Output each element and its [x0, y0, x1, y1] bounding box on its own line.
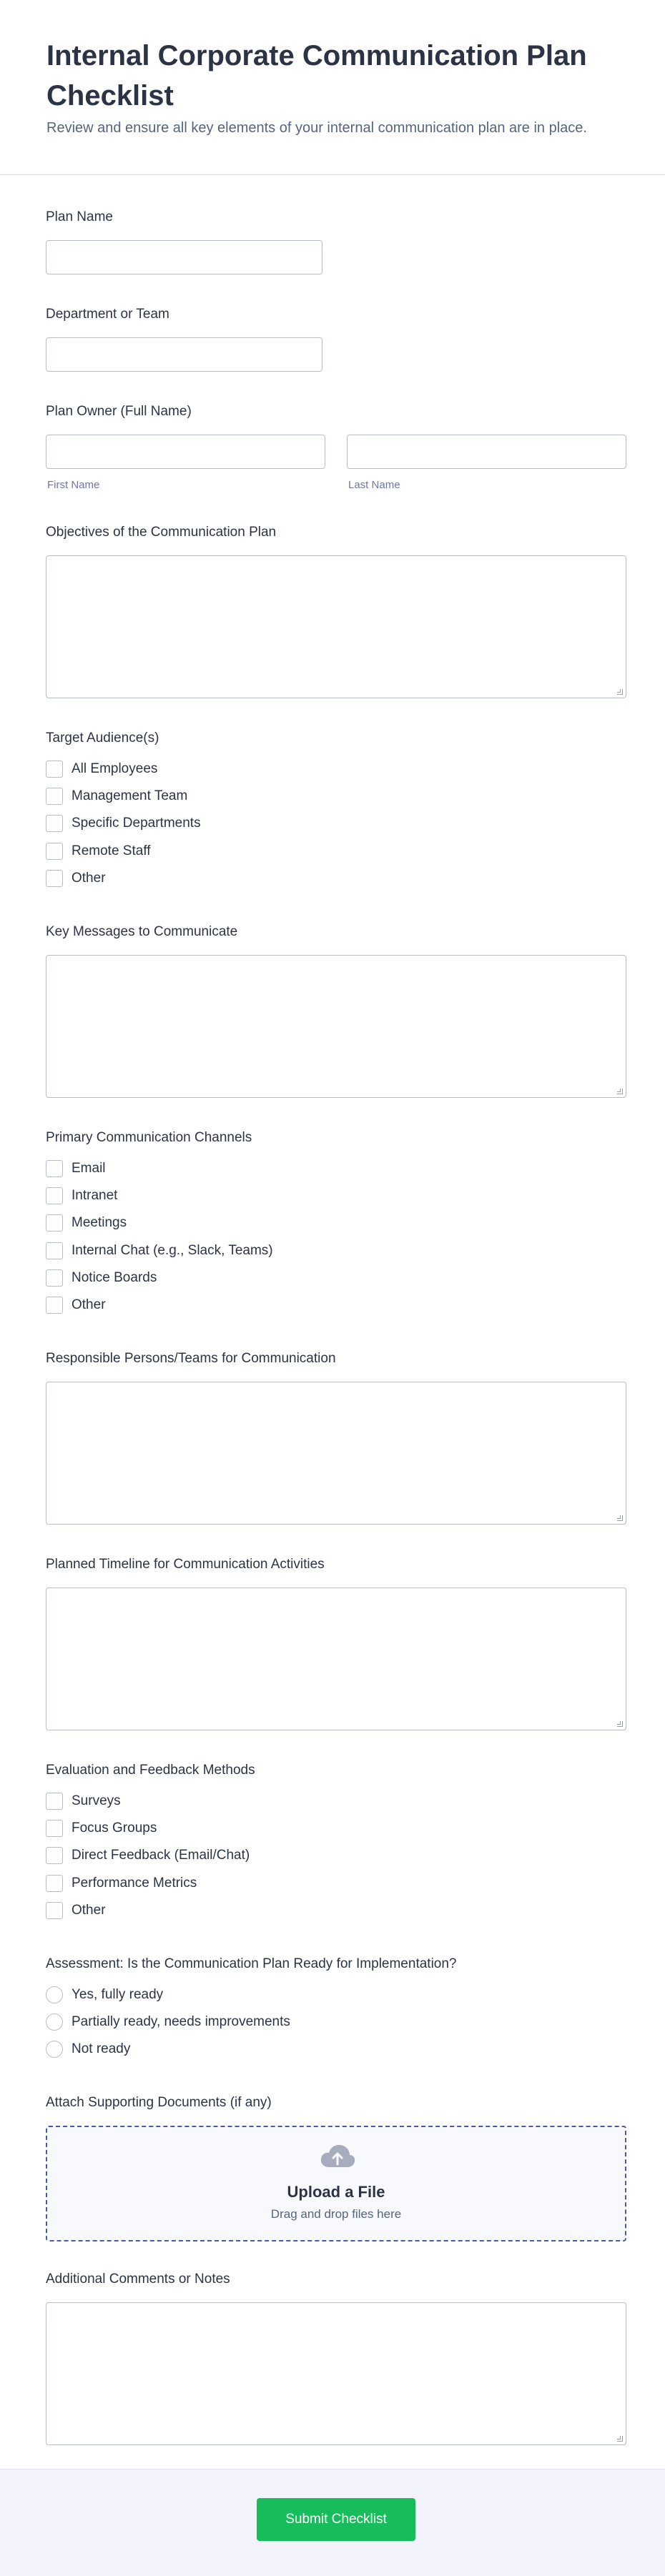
- comments-textarea[interactable]: [46, 2302, 626, 2445]
- checkbox[interactable]: [46, 788, 63, 805]
- option-label: Other: [72, 1297, 106, 1312]
- audience-option[interactable]: [46, 760, 157, 778]
- channels-label: Primary Communication Channels: [46, 1130, 252, 1145]
- channel-option[interactable]: [46, 1214, 127, 1232]
- plan-name-input[interactable]: [46, 240, 322, 274]
- channel-option[interactable]: [46, 1159, 106, 1178]
- assessment-option[interactable]: [46, 2040, 130, 2059]
- audience-option[interactable]: [46, 787, 187, 806]
- evaluation-option[interactable]: [46, 1792, 121, 1810]
- checkbox[interactable]: [46, 1242, 63, 1259]
- resize-handle-icon[interactable]: [617, 1721, 623, 1727]
- key-messages-field: [46, 923, 626, 941]
- option-label: Intranet: [72, 1188, 118, 1203]
- timeline-field: [46, 1556, 626, 1573]
- channel-option[interactable]: [46, 1269, 157, 1287]
- option-label: Email: [72, 1161, 106, 1176]
- objectives-textarea[interactable]: [46, 555, 626, 698]
- form-header: [0, 0, 665, 175]
- department-field: [46, 306, 626, 323]
- checkbox[interactable]: [46, 815, 63, 832]
- option-label: Meetings: [72, 1215, 127, 1230]
- channel-option[interactable]: [46, 1296, 106, 1314]
- target-audience-field: [46, 730, 626, 886]
- resize-handle-icon[interactable]: [617, 1515, 623, 1521]
- key-messages-label: Key Messages to Communicate: [46, 924, 238, 939]
- comments-field: [46, 2271, 626, 2288]
- plan-name-label: Plan Name: [46, 209, 113, 224]
- checkbox[interactable]: [46, 1214, 63, 1232]
- checkbox[interactable]: [46, 1847, 63, 1864]
- evaluation-option[interactable]: [46, 1901, 106, 1920]
- checkbox[interactable]: [46, 1297, 63, 1314]
- radio-button[interactable]: [46, 1986, 63, 2003]
- upload-title: Upload a File: [287, 2183, 385, 2201]
- plan-owner-field: [46, 403, 626, 491]
- evaluation-option[interactable]: [46, 1874, 197, 1893]
- department-label: Department or Team: [46, 307, 169, 322]
- upload-hint: Drag and drop files here: [270, 2207, 402, 2221]
- audience-option[interactable]: [46, 842, 151, 861]
- option-label: Internal Chat (e.g., Slack, Teams): [72, 1243, 273, 1258]
- file-upload-dropzone[interactable]: [46, 2126, 626, 2241]
- submit-button[interactable]: Submit Checklist: [257, 2498, 415, 2541]
- option-label: All Employees: [72, 761, 158, 776]
- resize-handle-icon[interactable]: [617, 689, 623, 695]
- department-input[interactable]: [46, 337, 322, 372]
- objectives-label: Objectives of the Communication Plan: [46, 525, 277, 540]
- option-label: Other: [72, 1903, 106, 1918]
- checkbox[interactable]: [46, 761, 63, 778]
- checkbox[interactable]: [46, 870, 63, 887]
- assessment-option[interactable]: [46, 2013, 290, 2031]
- plan-owner-label: Plan Owner (Full Name): [46, 404, 192, 419]
- option-label: Other: [72, 871, 106, 886]
- objectives-field: [46, 524, 626, 541]
- cloud-upload-icon: [319, 2143, 356, 2175]
- resize-handle-icon[interactable]: [617, 1089, 623, 1094]
- option-label: Partially ready, needs improvements: [72, 2014, 290, 2029]
- checkbox[interactable]: [46, 1902, 63, 1919]
- evaluation-option[interactable]: [46, 1819, 157, 1838]
- timeline-textarea[interactable]: [46, 1587, 626, 1730]
- responsible-textarea[interactable]: [46, 1382, 626, 1525]
- option-label: Remote Staff: [72, 843, 151, 858]
- checkbox[interactable]: [46, 1269, 63, 1287]
- option-label: Management Team: [72, 788, 188, 803]
- option-label: Direct Feedback (Email/Chat): [72, 1848, 250, 1863]
- assessment-option[interactable]: [46, 1986, 163, 2004]
- option-label: Yes, fully ready: [72, 1987, 164, 2002]
- channels-field: [46, 1129, 626, 1312]
- timeline-label: Planned Timeline for Communication Activities: [46, 1557, 325, 1572]
- first-name-input[interactable]: [46, 435, 325, 469]
- evaluation-field: [46, 1762, 626, 1918]
- checkbox[interactable]: [46, 1160, 63, 1177]
- channel-option[interactable]: [46, 1242, 273, 1260]
- comments-label: Additional Comments or Notes: [46, 2272, 230, 2287]
- checkbox[interactable]: [46, 1793, 63, 1810]
- checkbox[interactable]: [46, 843, 63, 860]
- audience-option[interactable]: [46, 869, 106, 888]
- radio-button[interactable]: [46, 2013, 63, 2031]
- form-footer: [0, 2469, 665, 2576]
- option-label: Performance Metrics: [72, 1876, 197, 1891]
- form-subtitle: Review and ensure all key elements of your internal communication plan are in place.: [46, 120, 587, 136]
- radio-button[interactable]: [46, 2041, 63, 2058]
- option-label: Not ready: [72, 2041, 131, 2056]
- evaluation-option[interactable]: [46, 1846, 250, 1865]
- responsible-label: Responsible Persons/Teams for Communication: [46, 1351, 336, 1366]
- attachments-field: [46, 2094, 626, 2221]
- channel-option[interactable]: [46, 1187, 117, 1205]
- audience-option[interactable]: [46, 814, 201, 833]
- plan-name-field: [46, 209, 626, 226]
- assessment-field: [46, 1956, 626, 2056]
- resize-handle-icon[interactable]: [617, 2436, 623, 2442]
- first-name-sublabel: First Name: [47, 479, 100, 491]
- option-label: Surveys: [72, 1793, 121, 1808]
- option-label: Specific Departments: [72, 816, 201, 831]
- form-title: Internal Corporate Communication Plan Checklist: [46, 40, 587, 112]
- assessment-label: Assessment: Is the Communication Plan Ready for Implementation?: [46, 1956, 457, 1971]
- attachments-label: Attach Supporting Documents (if any): [46, 2095, 272, 2110]
- checkbox[interactable]: [46, 1875, 63, 1892]
- option-label: Focus Groups: [72, 1820, 157, 1836]
- key-messages-textarea[interactable]: [46, 955, 626, 1098]
- option-label: Notice Boards: [72, 1270, 157, 1285]
- last-name-input[interactable]: [347, 435, 626, 469]
- checkbox[interactable]: [46, 1187, 63, 1204]
- target-audience-label: Target Audience(s): [46, 730, 159, 745]
- responsible-field: [46, 1350, 626, 1367]
- evaluation-label: Evaluation and Feedback Methods: [46, 1763, 255, 1778]
- checkbox[interactable]: [46, 1820, 63, 1837]
- last-name-sublabel: Last Name: [348, 479, 400, 491]
